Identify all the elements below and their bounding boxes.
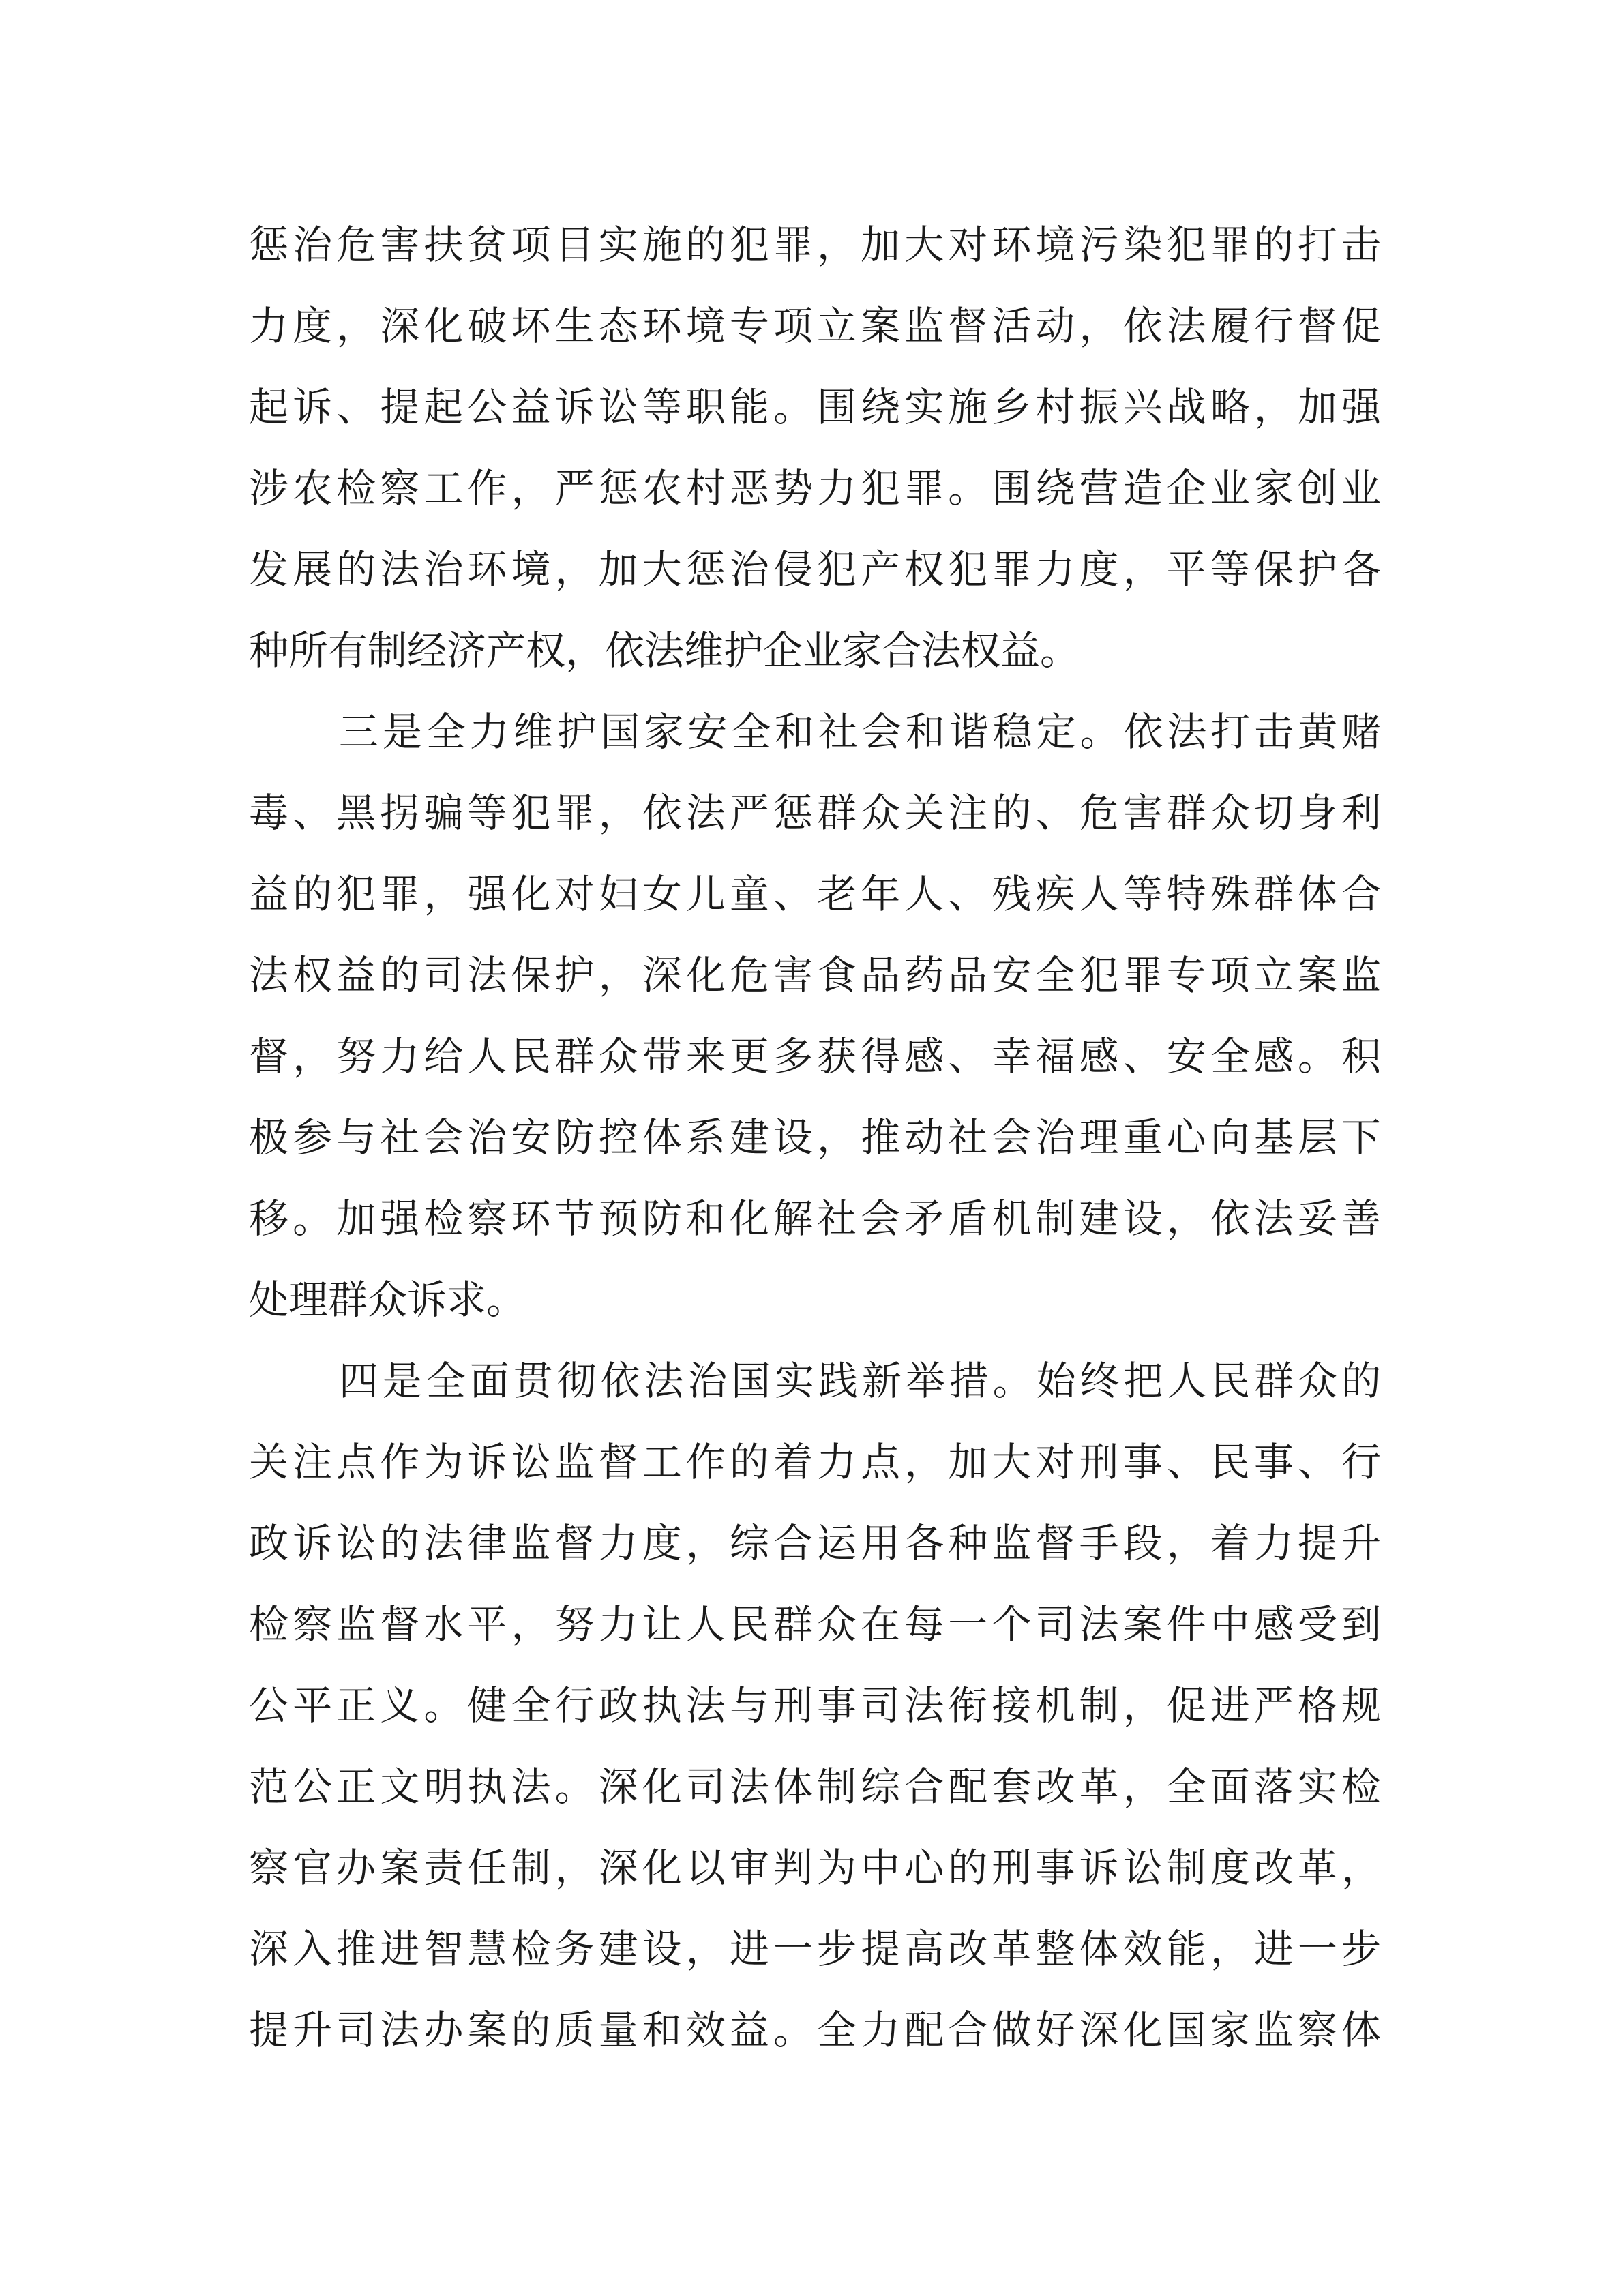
text-line: 种所有制经济产权，依法维护企业家合法权益。 xyxy=(249,627,1080,674)
text-line: 法权益的司法保护，深化危害食品药品安全犯罪专项立案监 xyxy=(249,952,1381,998)
text-line: 范公正文明执法。深化司法体制综合配套改革，全面落实检 xyxy=(249,1763,1381,1810)
text-line: 毒、黑拐骗等犯罪，依法严惩群众关注的、危害群众切身利 xyxy=(249,790,1381,836)
text-line: 督，努力给人民群众带来更多获得感、幸福感、安全感。积 xyxy=(249,1033,1381,1079)
text-line: 力度，深化破坏生态环境专项立案监督活动，依法履行督促 xyxy=(249,303,1381,349)
text-line: 起诉、提起公益诉讼等职能。围绕实施乡村振兴战略，加强 xyxy=(249,384,1381,430)
text-line: 发展的法治环境，加大惩治侵犯产权犯罪力度，平等保护各 xyxy=(249,546,1381,593)
text-line: 极参与社会治安防控体系建设，推动社会治理重心向基层下 xyxy=(249,1114,1381,1161)
text-line: 移。加强检察环节预防和化解社会矛盾机制建设，依法妥善 xyxy=(249,1195,1381,1242)
text-line: 关注点作为诉讼监督工作的着力点，加大对刑事、民事、行 xyxy=(249,1439,1381,1485)
text-line: 检察监督水平，努力让人民群众在每一个司法案件中感受到 xyxy=(249,1601,1381,1648)
text-line: 益的犯罪，强化对妇女儿童、老年人、残疾人等特殊群体合 xyxy=(249,871,1381,917)
text-line: 公平正义。健全行政执法与刑事司法衔接机制，促进严格规 xyxy=(249,1682,1381,1729)
body-text xyxy=(249,205,1381,2071)
paragraph-start-line: 三是全力维护国家安全和社会和谐稳定。依法打击黄赌 xyxy=(339,709,1381,755)
text-line: 察官办案责任制，深化以审判为中心的刑事诉讼制度改革， xyxy=(249,1845,1381,1891)
text-line: 深入推进智慧检务建设，进一步提高改革整体效能，进一步 xyxy=(249,1926,1381,1972)
text-line: 处理群众诉求。 xyxy=(249,1277,526,1323)
text-line: 涉农检察工作，严惩农村恶势力犯罪。围绕营造企业家创业 xyxy=(249,465,1381,511)
text-line: 提升司法办案的质量和效益。全力配合做好深化国家监察体 xyxy=(249,2007,1381,2053)
text-line: 政诉讼的法律监督力度，综合运用各种监督手段，着力提升 xyxy=(249,1520,1381,1566)
text-line: 惩治危害扶贫项目实施的犯罪，加大对环境污染犯罪的打击 xyxy=(249,222,1381,268)
paragraph-start-line: 四是全面贯彻依法治国实践新举措。始终把人民群众的 xyxy=(339,1358,1381,1404)
